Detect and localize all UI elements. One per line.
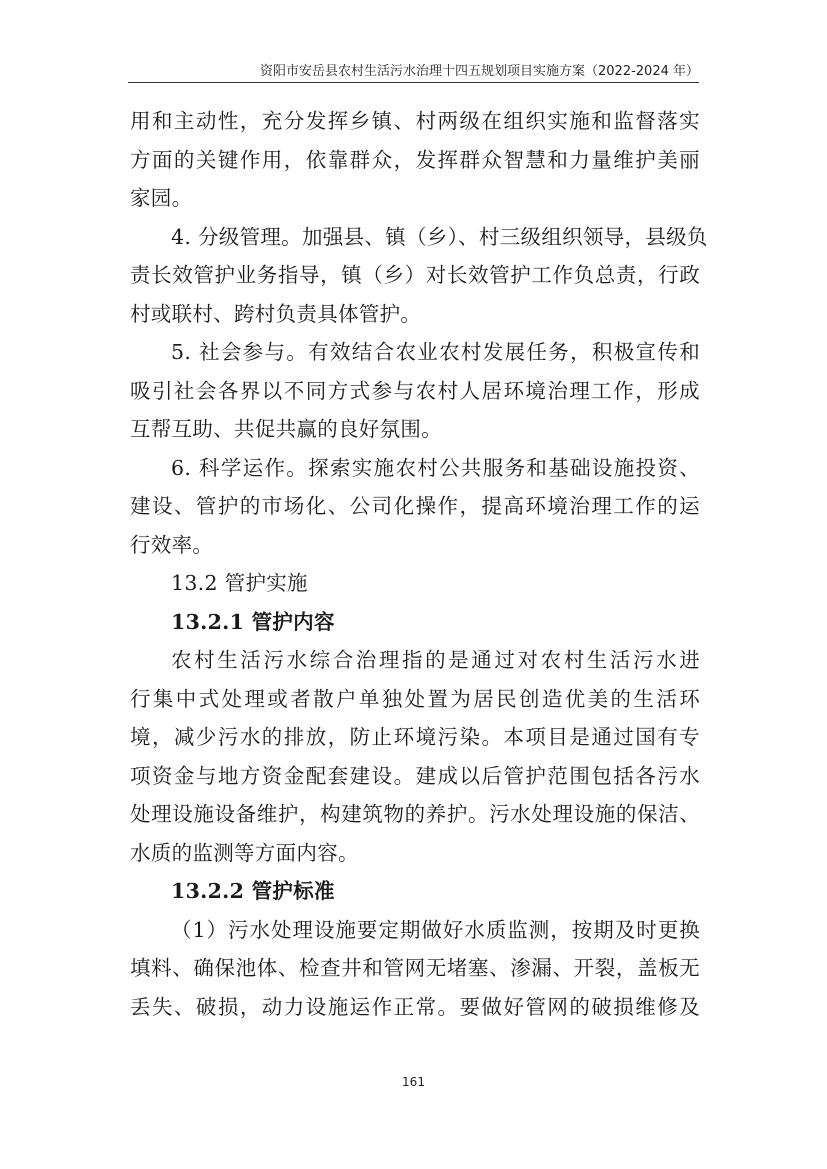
section-heading: 13.2 管护实施 [171,571,308,595]
text-line: 丢失、破损，动力设施运作正常。要做好管网的破损维修及 [130,994,700,1019]
text-line: 责长效管护业务指导，镇（乡）对长效管护工作负总责，行政 [130,263,700,287]
text-line: 处理设施设备维护，构建筑物的养护。污水处理设施的保洁、 [130,802,700,826]
text-line: 水质的监测等方面内容。 [130,840,359,865]
text-line: 境，减少污水的排放，防止环境污染。本项目是通过国有专 [130,725,700,749]
text-line: 农村生活污水综合治理指的是通过对农村生活污水进 [171,648,700,672]
text-line: 用和主动性，充分发挥乡镇、村两级在组织实施和监督落实 [130,109,700,133]
text-line: 填料、确保池体、检查井和管网无堵塞、渗漏、开裂，盖板无 [130,956,700,980]
text-line: 村或联村、跨村负责具体管护。 [130,301,422,326]
text-line: 6. 科学运作。探索实施农村公共服务和基础设施投资、 [171,455,700,480]
text-line: 互帮互助、共促共赢的良好氛围。 [130,417,442,441]
text-line: 吸引社会各界以不同方式参与农村人居环境治理工作，形成 [130,378,700,403]
header-rule [128,82,699,83]
document-body [130,102,708,1026]
running-header: 资阳市安岳县农村生活污水治理十四五规划项目实施方案（2022-2024 年） [260,64,699,79]
text-line: 项资金与地方资金配套建设。建成以后管护范围包括各污水 [130,763,700,788]
text-line: 方面的关键作用，依靠群众，发挥群众智慧和力量维护美丽 [130,147,700,172]
subsection-heading: 13.2.1 管护内容 [171,609,335,634]
text-line: 行集中式处理或者散户单独处置为居民创造优美的生活环 [130,686,700,711]
text-line: 行效率。 [130,532,214,557]
text-line: 建设、管护的市场化、公司化操作，提高环境治理工作的运 [130,494,700,518]
text-line: 5. 社会参与。有效结合农业农村发展任务，积极宣传和 [171,340,700,364]
text-line: 4. 分级管理。加强县、镇（乡）、村三级组织领导，县级负 [171,224,708,249]
page-number: 161 [402,1075,425,1089]
text-line: （1）污水处理设施要定期做好水质监测，按期及时更换 [171,917,700,942]
subsection-heading: 13.2.2 管护标准 [171,879,335,903]
text-line: 家园。 [130,186,193,210]
